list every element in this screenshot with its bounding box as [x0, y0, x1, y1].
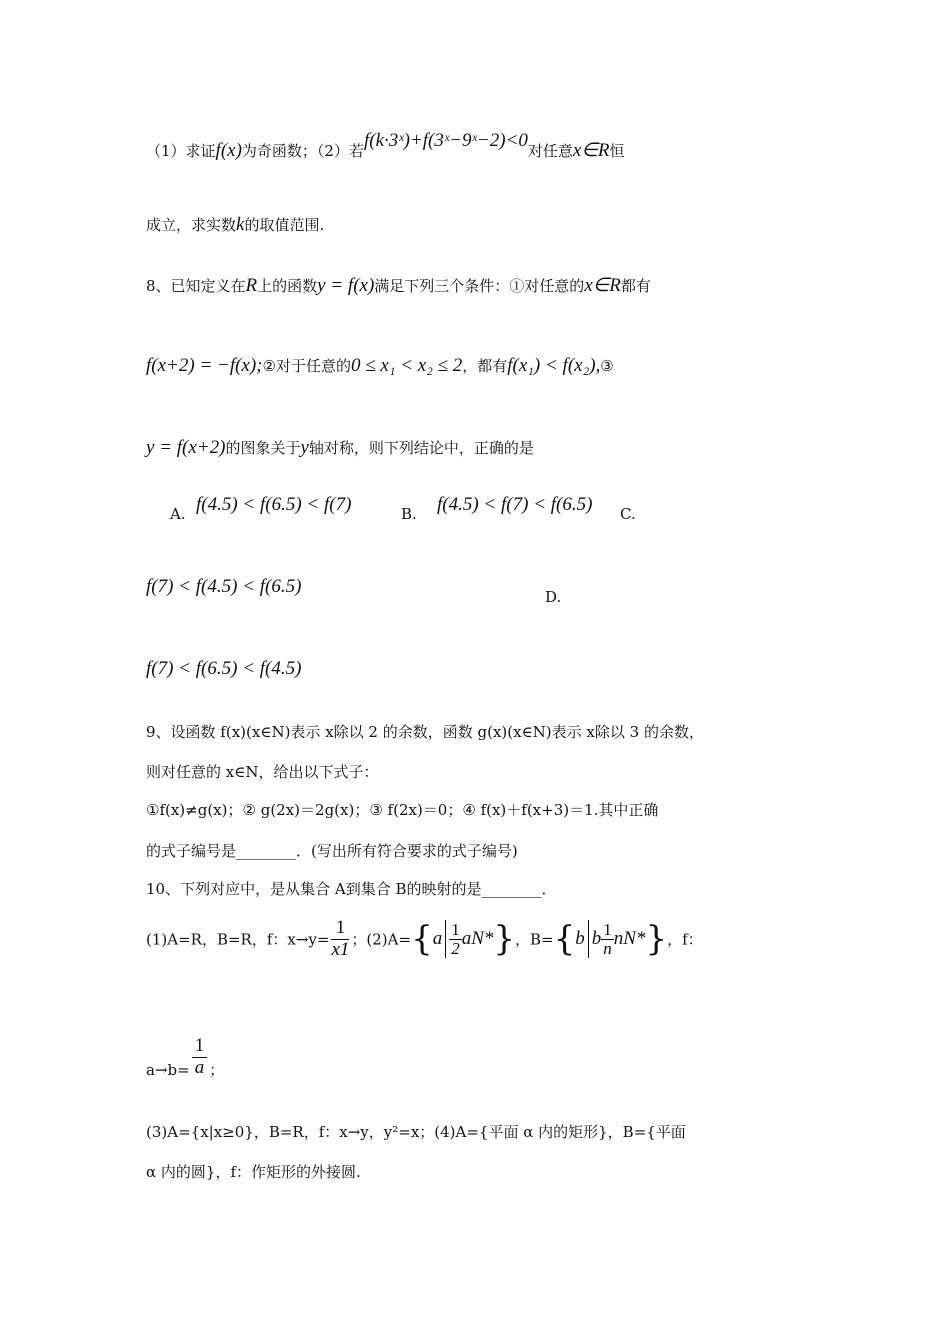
math-x-in-R: x∈R [572, 140, 610, 161]
q7-text: 为奇函数；（2）若 [241, 142, 364, 160]
q10-part1 [146, 918, 703, 961]
set-A: {a $\frac{1}{2}$ aN*} [411, 918, 516, 959]
q8-text: ③ [600, 357, 614, 375]
q8-line3 [146, 437, 534, 460]
q10-map: a→b= [146, 1060, 190, 1079]
math-condition-2b: f(x₁) < f(x₂), [507, 355, 601, 376]
q8-text: 8、已知定义在 [146, 277, 246, 295]
set-B: {b b $\frac{1}{n}$ nN*} [553, 918, 668, 959]
math-y-fx: y = f(x) [317, 275, 375, 296]
math-condition-3: y = f(x+2) [146, 437, 226, 458]
option-a-label: A. [170, 505, 186, 523]
q9-line2: 则对任意的 x∈N，给出以下式子： [146, 763, 379, 781]
q10-line4: α 内的圆}，f：作矩形的外接圆. [146, 1163, 361, 1181]
option-c: f(7) < f(4.5) < f(6.5) [146, 576, 302, 597]
math-y: y [300, 437, 309, 458]
q9-line4: 的式子编号是________．(写出所有符合要求的式子编号) [146, 842, 518, 860]
math-fx: f(x) [215, 140, 242, 161]
q7-line1 [146, 130, 625, 163]
q8-text: 的图象关于 [225, 439, 301, 457]
option-d: f(7) < f(6.5) < f(4.5) [146, 658, 302, 679]
q8-text: ②对于任意的 [262, 357, 351, 375]
option-a: f(4.5) < f(6.5) < f(7) [196, 494, 352, 515]
q8-text: ，都有 [462, 357, 508, 375]
q7-line2 [146, 214, 324, 237]
math-condition-1: f(x+2) = −f(x); [146, 355, 263, 376]
q10-text: ，f： [667, 930, 703, 949]
fraction-1-over-a: $\frac{1}{a}$ [192, 1036, 208, 1079]
option-d-label: D. [545, 588, 562, 606]
q8-text: 满足下列三个条件：①对任意的 [374, 277, 585, 295]
math-k: k [236, 214, 245, 235]
q9-line3: ①f(x)≠g(x)；② g(2x)＝2g(x)；③ f(2x)＝0；④ f(x)＋f(x+3)＝1.其中正确 [146, 801, 659, 819]
option-b: f(4.5) < f(7) < f(6.5) [437, 494, 593, 515]
q7-text: 的取值范围. [244, 216, 325, 234]
math-x-in-R: x∈R [584, 275, 621, 296]
math-condition-2: 0 ≤ x₁ < x₂ ≤ 2 [350, 355, 463, 376]
q10-text: ；(2)A= [351, 930, 412, 949]
q7-text: 恒 [609, 142, 625, 160]
q7-text: 成立，求实数 [146, 216, 237, 234]
option-b-label: B. [401, 505, 417, 523]
q9-line1: 9、设函数 f(x)(x∈N)表示 x除以 2 的余数，函数 g(x)(x∈N)表示 x除以 3 的余数， [146, 723, 704, 741]
math-R: R [245, 275, 258, 296]
q10-map: x→y= [287, 930, 330, 949]
q10-line3: (3)A={x|x≥0}，B=R，f：x→y，y²=x；(4)A={平面 α 内的矩形}，B={平面 [146, 1123, 686, 1141]
q7-text: 对任意 [527, 142, 573, 160]
q7-text: （1）求证 [146, 142, 216, 160]
q8-text: 轴对称，则下列结论中，正确的是 [308, 439, 534, 457]
q8-text: 上的函数 [257, 277, 318, 295]
q10-text: ； [209, 1060, 225, 1079]
fraction-1-over-x1: $\frac{1}{x1}$ [331, 917, 350, 960]
q10-text: ，B= [515, 930, 554, 949]
q10-text: (1)A=R，B=R，f： [146, 930, 288, 949]
q8-line2 [146, 355, 614, 378]
math-inequality: f(k·3ˣ)+f(3ˣ−9ˣ−2)<0 [363, 130, 528, 151]
option-c-label: C. [620, 505, 636, 523]
q10-line1: 10、下列对应中，是从集合 A到集合 B的映射的是________． [146, 880, 557, 898]
q10-part2 [146, 1036, 224, 1079]
q8-text: 都有 [620, 277, 651, 295]
q8-line1 [146, 275, 651, 298]
